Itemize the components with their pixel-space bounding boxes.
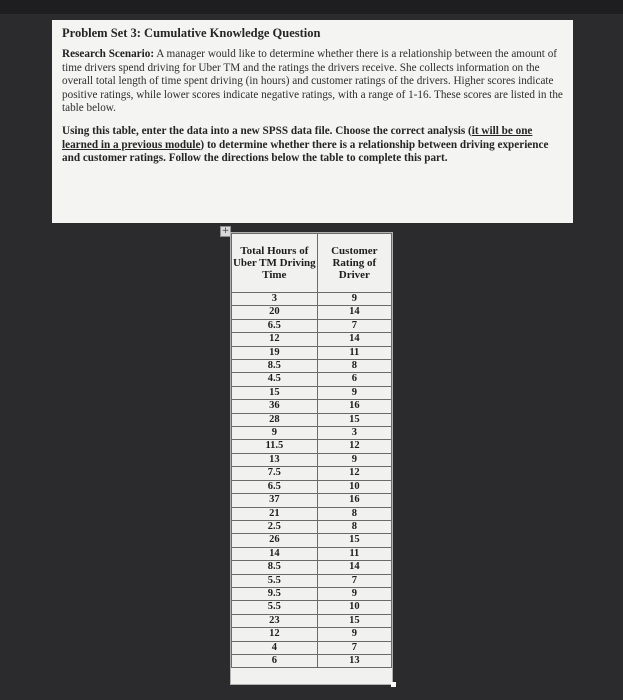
table-row: [232, 427, 392, 440]
header-hours: Total Hours of Uber TM Driving Time: [232, 234, 318, 293]
cell-hours: 2.5: [232, 520, 318, 533]
cell-rating: 16: [317, 494, 391, 507]
cell-rating: 16: [317, 400, 391, 413]
cell-hours: 6: [232, 654, 318, 667]
cell-rating: 14: [317, 333, 391, 346]
cell-hours: 6.5: [232, 319, 318, 332]
cell-hours: 4: [232, 641, 318, 654]
cell-hours: 23: [232, 614, 318, 627]
table-row: [232, 306, 392, 319]
table-row: [232, 587, 392, 600]
resize-handle[interactable]: [391, 682, 396, 687]
header-rating: Customer Rating of Driver: [317, 234, 391, 293]
cell-rating: 9: [317, 293, 391, 306]
cell-hours: 6.5: [232, 480, 318, 493]
cell-hours: 5.5: [232, 601, 318, 614]
table-row: [232, 400, 392, 413]
cell-rating: 15: [317, 534, 391, 547]
table-row: [232, 293, 392, 306]
cell-rating: 12: [317, 467, 391, 480]
table-row: [232, 467, 392, 480]
cell-hours: 9.5: [232, 587, 318, 600]
cell-hours: 9: [232, 427, 318, 440]
cell-rating: 3: [317, 427, 391, 440]
cell-rating: 14: [317, 306, 391, 319]
table-row: [232, 494, 392, 507]
cell-hours: 11.5: [232, 440, 318, 453]
cell-hours: 28: [232, 413, 318, 426]
table-row: [232, 654, 392, 667]
cell-hours: 37: [232, 494, 318, 507]
cell-rating: 11: [317, 346, 391, 359]
scenario-text: A manager would like to determine whether there is a relationship between the amount of time drivers spend driving for Uber TM and the ratings the drivers receive. She collects information on the overall total length of time spent driving (in hours) and customer ratings of the drivers. Higher scores indicate positive ratings, while lower scores indicate negative ratings, with a range of 1-16. These scores are listed in the table below.: [62, 48, 563, 115]
table-row: [232, 333, 392, 346]
table-header-row: [232, 234, 392, 293]
background-band: [0, 0, 623, 14]
table-row: [232, 561, 392, 574]
table-row: [232, 346, 392, 359]
cell-hours: 13: [232, 453, 318, 466]
cell-hours: 26: [232, 534, 318, 547]
table-row: [232, 360, 392, 373]
table-row: [232, 628, 392, 641]
table-move-handle-icon[interactable]: +: [221, 226, 230, 236]
cell-rating: 15: [317, 413, 391, 426]
table-row: [232, 614, 392, 627]
cell-rating: 10: [317, 480, 391, 493]
cell-rating: 9: [317, 453, 391, 466]
table-row: [232, 520, 392, 533]
directions: [62, 125, 563, 166]
table-row: [232, 534, 392, 547]
table-row: [232, 319, 392, 332]
cell-rating: 8: [317, 520, 391, 533]
directions-after: ) to determine whether there is a relationship between driving experience and customer ratings. Follow the directions below the table to complete this part.: [62, 138, 549, 165]
cell-hours: 20: [232, 306, 318, 319]
table-row: [232, 601, 392, 614]
table-row: [232, 574, 392, 587]
cell-rating: 9: [317, 386, 391, 399]
cell-rating: 8: [317, 360, 391, 373]
table-row: [232, 480, 392, 493]
table-row: [232, 547, 392, 560]
cell-rating: 7: [317, 641, 391, 654]
cell-hours: 4.5: [232, 373, 318, 386]
cell-rating: 7: [317, 574, 391, 587]
cell-hours: 19: [232, 346, 318, 359]
table-row: [232, 641, 392, 654]
cell-rating: 9: [317, 587, 391, 600]
cell-rating: 10: [317, 601, 391, 614]
cell-rating: 6: [317, 373, 391, 386]
cell-hours: 7.5: [232, 467, 318, 480]
cell-rating: 7: [317, 319, 391, 332]
problem-card: [52, 20, 573, 223]
cell-hours: 36: [232, 400, 318, 413]
table-row: [232, 373, 392, 386]
cell-rating: 13: [317, 654, 391, 667]
cell-hours: 8.5: [232, 360, 318, 373]
cell-rating: 9: [317, 628, 391, 641]
directions-before: Using this table, enter the data into a new SPSS data file. Choose the correct analysis (: [62, 124, 472, 137]
scenario-label: Research Scenario:: [62, 48, 155, 60]
cell-hours: 3: [232, 293, 318, 306]
cell-rating: 11: [317, 547, 391, 560]
table-row: [232, 413, 392, 426]
data-table: [230, 232, 393, 685]
table-row: [232, 386, 392, 399]
cell-hours: 5.5: [232, 574, 318, 587]
research-scenario: [62, 48, 563, 116]
cell-hours: 12: [232, 333, 318, 346]
cell-rating: 14: [317, 561, 391, 574]
cell-rating: 8: [317, 507, 391, 520]
cell-hours: 15: [232, 386, 318, 399]
table-row: [232, 507, 392, 520]
module-link[interactable]: it will be one learned in a previous module: [62, 124, 533, 151]
cell-rating: 12: [317, 440, 391, 453]
cell-hours: 14: [232, 547, 318, 560]
problem-title: Problem Set 3: Cumulative Knowledge Question: [62, 26, 321, 40]
cell-hours: 8.5: [232, 561, 318, 574]
cell-rating: 15: [317, 614, 391, 627]
table-row: [232, 453, 392, 466]
table-row: [232, 440, 392, 453]
cell-hours: 21: [232, 507, 318, 520]
cell-hours: 12: [232, 628, 318, 641]
